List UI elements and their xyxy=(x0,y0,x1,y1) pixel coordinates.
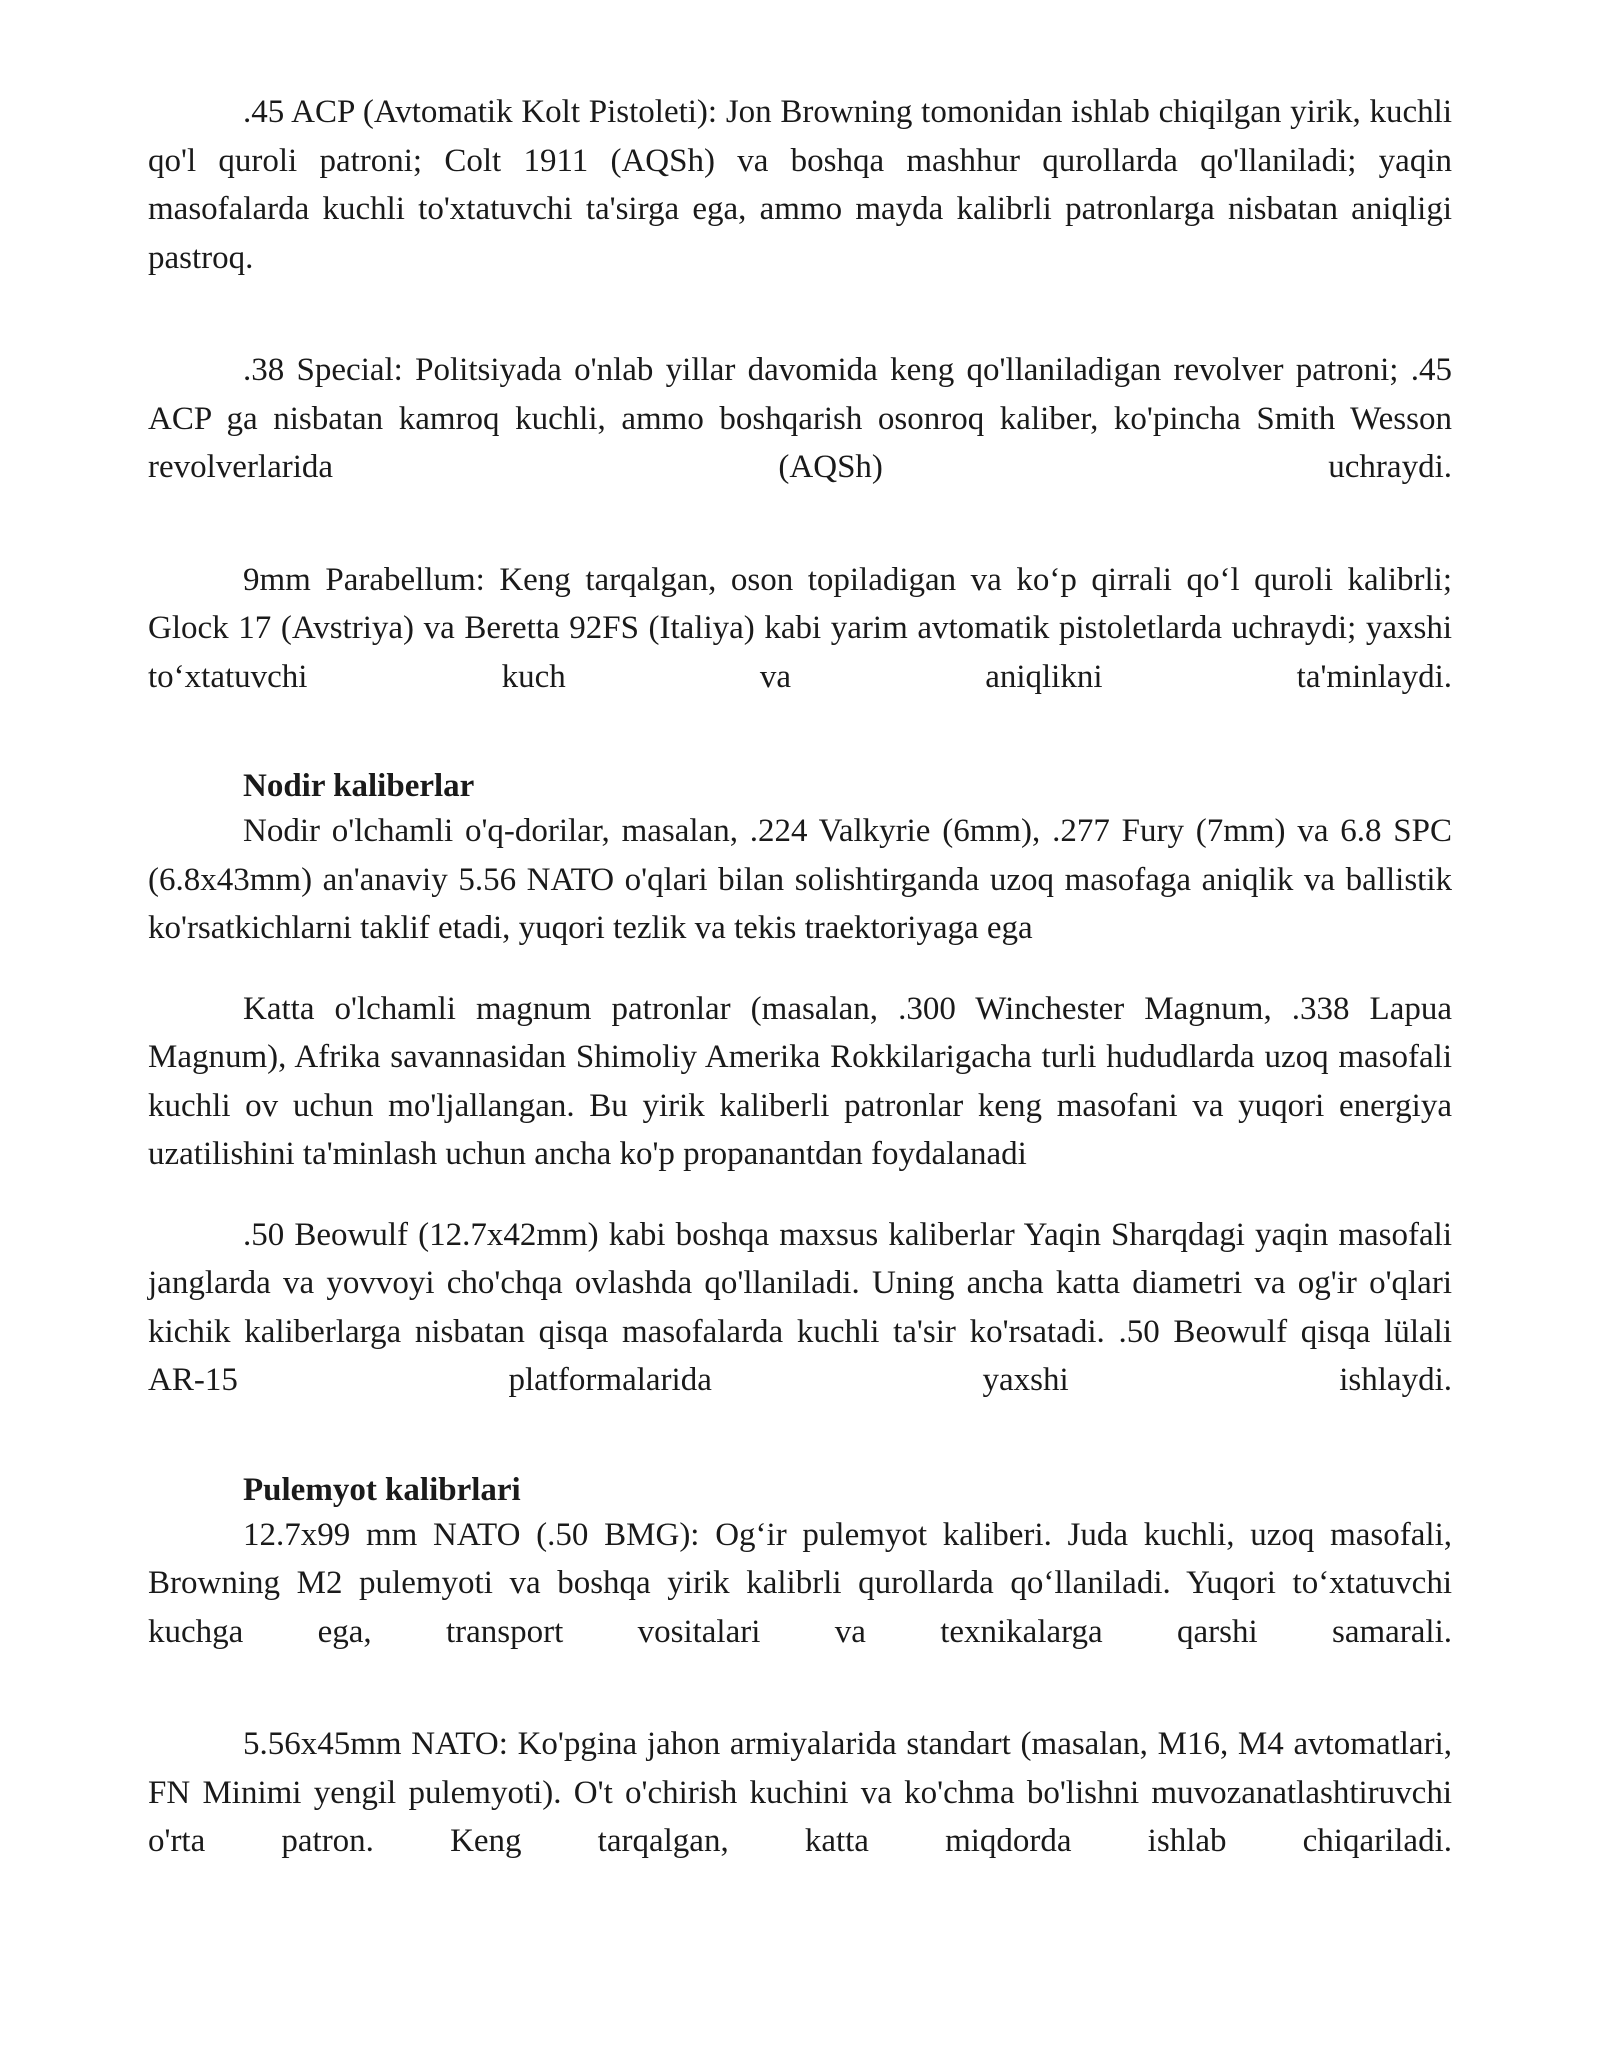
paragraph-50-beowulf: .50 Beowulf (12.7x42mm) kabi boshqa maxsus kaliberlar Yaqin Sharqdagi yaqin masofali janglarda va yovvoyi cho'chqa ovlashda qo'llaniladi. Uning ancha katta diametri va og'ir o'qlari kichik kaliberlarga nisbatan qisqa masofalarda kuchli ta'sir ko'rsatadi. .50 Beowulf qisqa lülali AR-15 platformalarida yaxshi ishlaydi. xyxy=(148,1216,1452,1398)
heading-rare-calibers: Nodir kaliberlar xyxy=(243,768,475,804)
paragraph-45-acp: .45 ACP (Avtomatik Kolt Pistoleti): Jon Browning tomonidan ishlab chiqilgan yirik, kuchli qo'l quroli patroni; Colt 1911 (AQSh) va boshqa mashhur qurollarda qo'llaniladi; yaqin masofalarda kuchli to'xtatuvchi ta'sirga ega, ammo mayda kalibrli patronlarga nisbatan aniqligi pastroq. xyxy=(148,94,1452,276)
paragraph-38-special: .38 Special: Politsiyada o'nlab yillar davomida keng qo'llaniladigan revolver patroni; .45 ACP ga nisbatan kamroq kuchli, ammo boshqarish osonroq kaliber, ko'pincha Smith Wesson revolverlarida (AQSh) uchraydi. xyxy=(148,352,1452,485)
paragraph-magnum: Katta o'lchamli magnum patronlar (masalan, .300 Winchester Magnum, .338 Lapua Magnum), Afrika savannasidan Shimoliy Amerika Rokkilarigacha turli hududlarda uzoq masofali kuchli ov uchun mo'ljallangan. Bu yirik kaliberli patronlar keng masofani va yuqori energiya uzatilishini ta'minlash uchun ancha ko'p propanantdan foydalanadi xyxy=(148,990,1452,1172)
paragraph-rare-ammo: Nodir o'lchamli o'q-dorilar, masalan, .224 Valkyrie (6mm), .277 Fury (7mm) va 6.8 SPC (6.8x43mm) an'anaviy 5.56 NATO o'qlari bilan solishtirganda uzoq masofaga aniqlik va ballistik ko'rsatkichlarni taklif etadi, yuqori tezlik va tekis traektoriyaga ega xyxy=(148,813,1452,946)
paragraph-556-nato: 5.56x45mm NATO: Ko'pgina jahon armiyalarida standart (masalan, M16, M4 avtomatlari, FN Minimi yengil pulemyoti). O't o'chirish kuchini va ko'chma bo'lishni muvozanatlashtiruvchi o'rta patron. Keng tarqalgan, katta miqdorda ishlab chiqariladi. xyxy=(148,1726,1452,1859)
heading-machine-gun-calibers: Pulemyot kalibrlari xyxy=(243,1471,521,1508)
paragraph-9mm-parabellum: 9mm Parabellum: Keng tarqalgan, oson topiladigan va ko‘p qirrali qo‘l quroli kalibrli; Glock 17 (Avstriya) va Beretta 92FS (Italiya) kabi yarim avtomatik pistoletlarda uchraydi; yaxshi to‘xtatuvchi kuch va aniqlikni ta'minlaydi. xyxy=(148,561,1452,695)
document-page xyxy=(148,88,1452,1866)
paragraph-50-bmg: 12.7x99 mm NATO (.50 BMG): Og‘ir pulemyot kaliberi. Juda kuchli, uzoq masofali, Browning M2 pulemyoti va boshqa yirik kalibrli qurollarda qo‘llaniladi. Yuqori to‘xtatuvchi kuchga ega, transport vositalari va texnikalarga qarshi samarali. xyxy=(148,1516,1452,1650)
